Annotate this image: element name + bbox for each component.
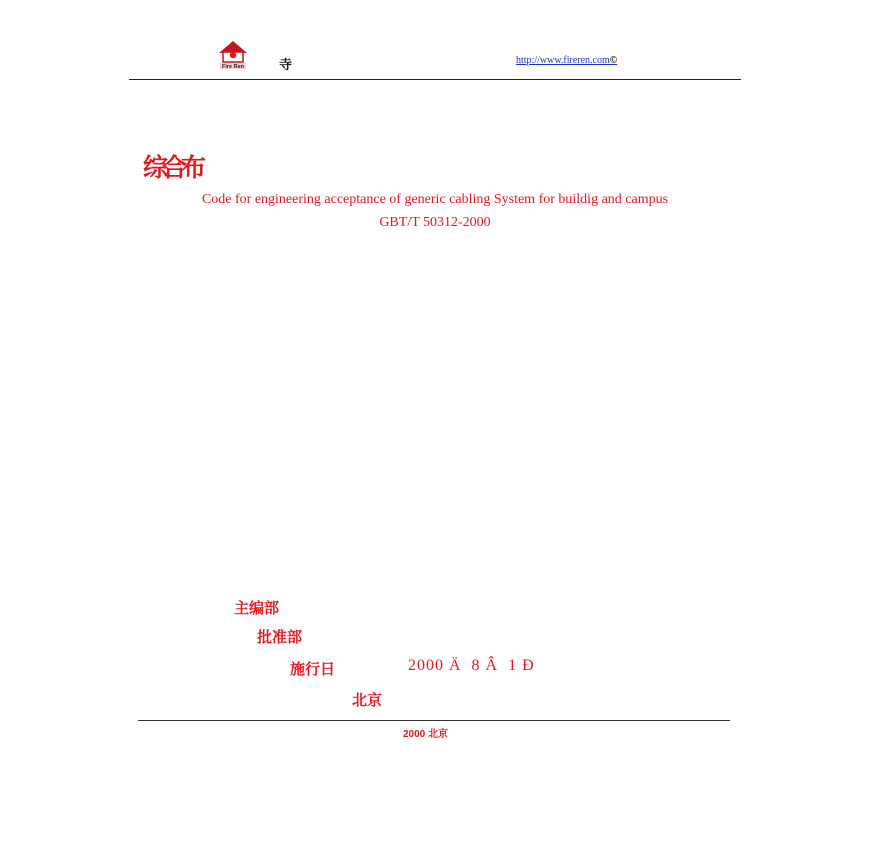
approval-department-label: 批准部 xyxy=(257,630,303,646)
effective-date-value: 2000 Ä 8 Â 1 Ð xyxy=(408,657,535,674)
footer-rule xyxy=(138,720,730,721)
document-title-english: Code for engineering acceptance of generic cabling System for buildig and campus xyxy=(201,192,669,207)
editor-department-label: 主编部 xyxy=(234,601,280,617)
footer-year-place: 2000 北京 xyxy=(403,729,449,740)
effective-date-label: 施行日 xyxy=(290,662,336,678)
website-link-text[interactable]: http://www.fireren.com xyxy=(516,55,610,66)
site-logo xyxy=(216,40,250,70)
header-title-glyph: 寺 xyxy=(279,57,293,72)
publisher-location: 北京 xyxy=(352,693,383,709)
copyright-mark: © xyxy=(609,55,618,66)
standard-code: GBT/T 50312-2000 xyxy=(379,215,491,230)
svg-text:Fire Ren: Fire Ren xyxy=(221,64,245,70)
website-link[interactable] xyxy=(516,55,617,66)
header-rule xyxy=(129,79,741,80)
document-title-chinese: 综合布 xyxy=(143,155,201,182)
